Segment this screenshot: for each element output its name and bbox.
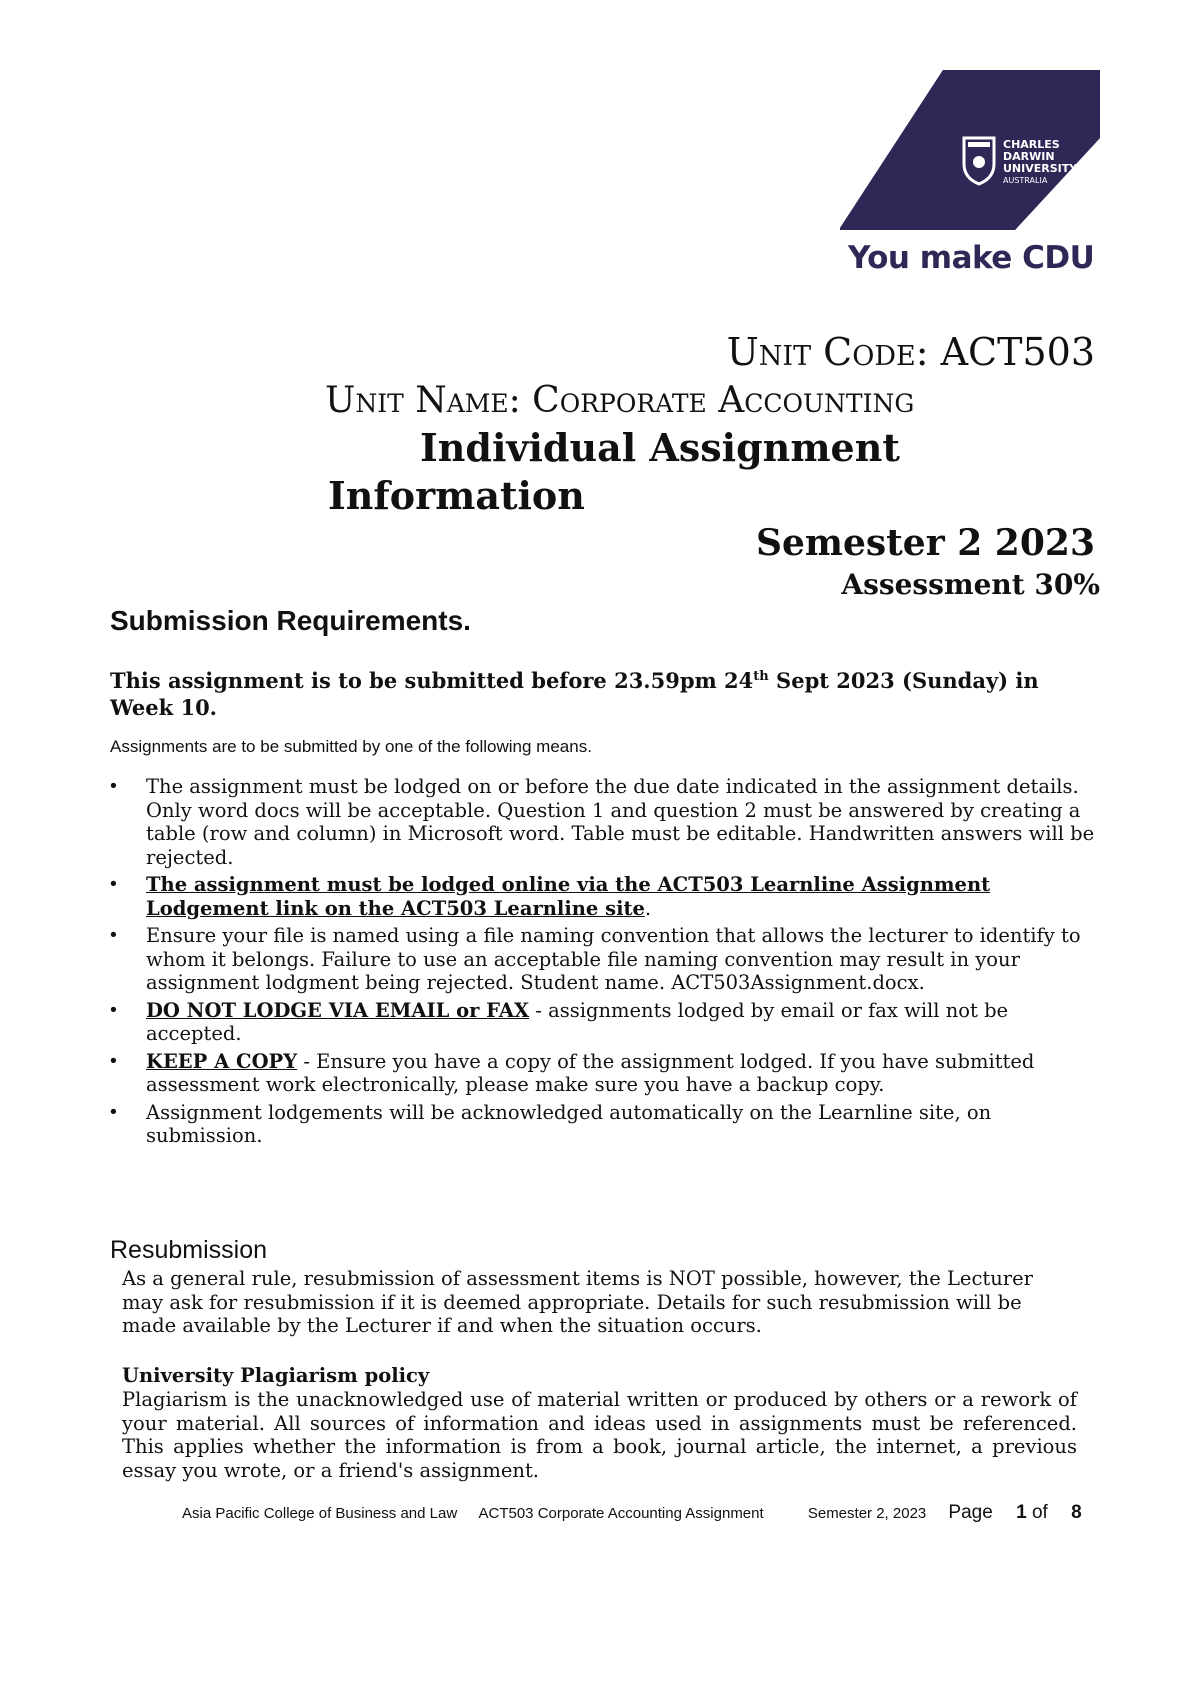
assessment-weight: Assessment 30% [841, 568, 1100, 601]
of-word: of [1031, 1502, 1048, 1523]
bullet-3-text: Ensure your file is named using a file naming convention that allows the lecturer to identify to whom it belongs. Failure to use an acceptable file naming convention may result in your assignment lodgment being rejected. Student name. ACT503Assignment.docx. [146, 924, 1081, 994]
page-footer [182, 1502, 1082, 1524]
requirements-list [110, 775, 1100, 1152]
plagiarism-body: Plagiarism is the unacknowledged use of material written or produced by others or a rework of your material. All sources of information and ideas used in assignments must be referenced. This applies whether the information is from a book, journal article, the internet, a previous essay you wrote, or a friend's assignment. [122, 1388, 1077, 1482]
page-word: Page [948, 1502, 993, 1523]
logo-line-3: UNIVERSITY [1003, 162, 1078, 175]
bullet-4-text: - assignments lodged by email or fax will not be accepted. [146, 998, 1009, 1045]
footer-college: Asia Pacific College of Business and Law [182, 1505, 458, 1522]
footer-document: ACT503 Corporate Accounting Assignment [478, 1505, 764, 1522]
resubmission-body: As a general rule, resubmission of assessment items is NOT possible, however, the Lecturer may ask for resubmission if it is deemed appropriate. Details for such resubmission will be made available by the Lecturer if and when the situation occurs. [122, 1267, 1033, 1337]
page-current: 1 [1016, 1502, 1027, 1523]
logo-line-4: AUSTRALIA [1003, 176, 1048, 185]
bullet-icon: • [110, 873, 117, 895]
deadline-text-end: Sept 2023 (Sunday) in Week 10. [110, 668, 1039, 720]
logo-tagline: You make CDU [848, 240, 1095, 276]
semester-label: Semester 2 2023 [756, 522, 1095, 564]
unit-name: Unit Name: Corporate Accounting [325, 380, 915, 421]
bullet-5-text: - Ensure you have a copy of the assignment lodged. If you have submitted assessment work electronically, please make sure you have a backup copy. [146, 1049, 1035, 1096]
list-item [110, 1101, 1100, 1148]
bullet-6-text: Assignment lodgements will be acknowledged automatically on the Learnline site, on submission. [146, 1100, 992, 1147]
list-item [110, 999, 1100, 1046]
bullet-1-subtext: Only word docs will be acceptable. Question 1 and question 2 must be answered by creating a table (row and column) in Microsoft word. Table must be editable. Handwritten answers will be rejected. [146, 798, 1095, 869]
deadline-ordinal: th [753, 669, 769, 684]
submission-heading: Submission Requirements. [110, 605, 471, 636]
list-item [110, 924, 1100, 995]
unit-code: Unit Code: ACT503 [726, 330, 1095, 374]
lodgement-link-text[interactable]: The assignment must be lodged online via the ACT503 Learnline Assignment Lodgement link on the ACT503 Learnline site [146, 873, 991, 920]
keep-copy-warning: KEEP A COPY [146, 1049, 298, 1073]
resubmission-heading: Resubmission [110, 1236, 268, 1264]
list-item [110, 775, 1100, 869]
page-total: 8 [1071, 1502, 1082, 1523]
no-email-warning: DO NOT LODGE VIA EMAIL or FAX [146, 998, 530, 1022]
bullet-icon: • [110, 1100, 117, 1123]
bullet-2-end: . [644, 896, 652, 920]
bullet-1-text: The assignment must be lodged on or before the due date indicated in the assignment details. [146, 775, 1079, 798]
footer-semester: Semester 2, 2023 [807, 1505, 927, 1522]
bullet-icon: • [110, 924, 117, 946]
list-item [110, 1050, 1100, 1097]
logo-line-2: DARWIN [1003, 150, 1055, 163]
list-item [110, 873, 1100, 920]
bullet-icon: • [110, 998, 117, 1021]
page-number [948, 1502, 1081, 1523]
means-intro: Assignments are to be submitted by one of the following means. [110, 737, 592, 756]
cdu-logo [840, 70, 1100, 230]
deadline-text-start: This assignment is to be submitted before 23.59pm 24 [110, 668, 754, 693]
plagiarism-heading: University Plagiarism policy [122, 1364, 430, 1387]
document-title-line-2: Information [328, 473, 585, 518]
bullet-icon: • [110, 1049, 117, 1072]
logo-line-1: CHARLES [1003, 138, 1060, 151]
deadline-statement [110, 663, 1100, 721]
bullet-icon: • [110, 775, 117, 797]
document-title-line-1: Individual Assignment [420, 425, 900, 470]
